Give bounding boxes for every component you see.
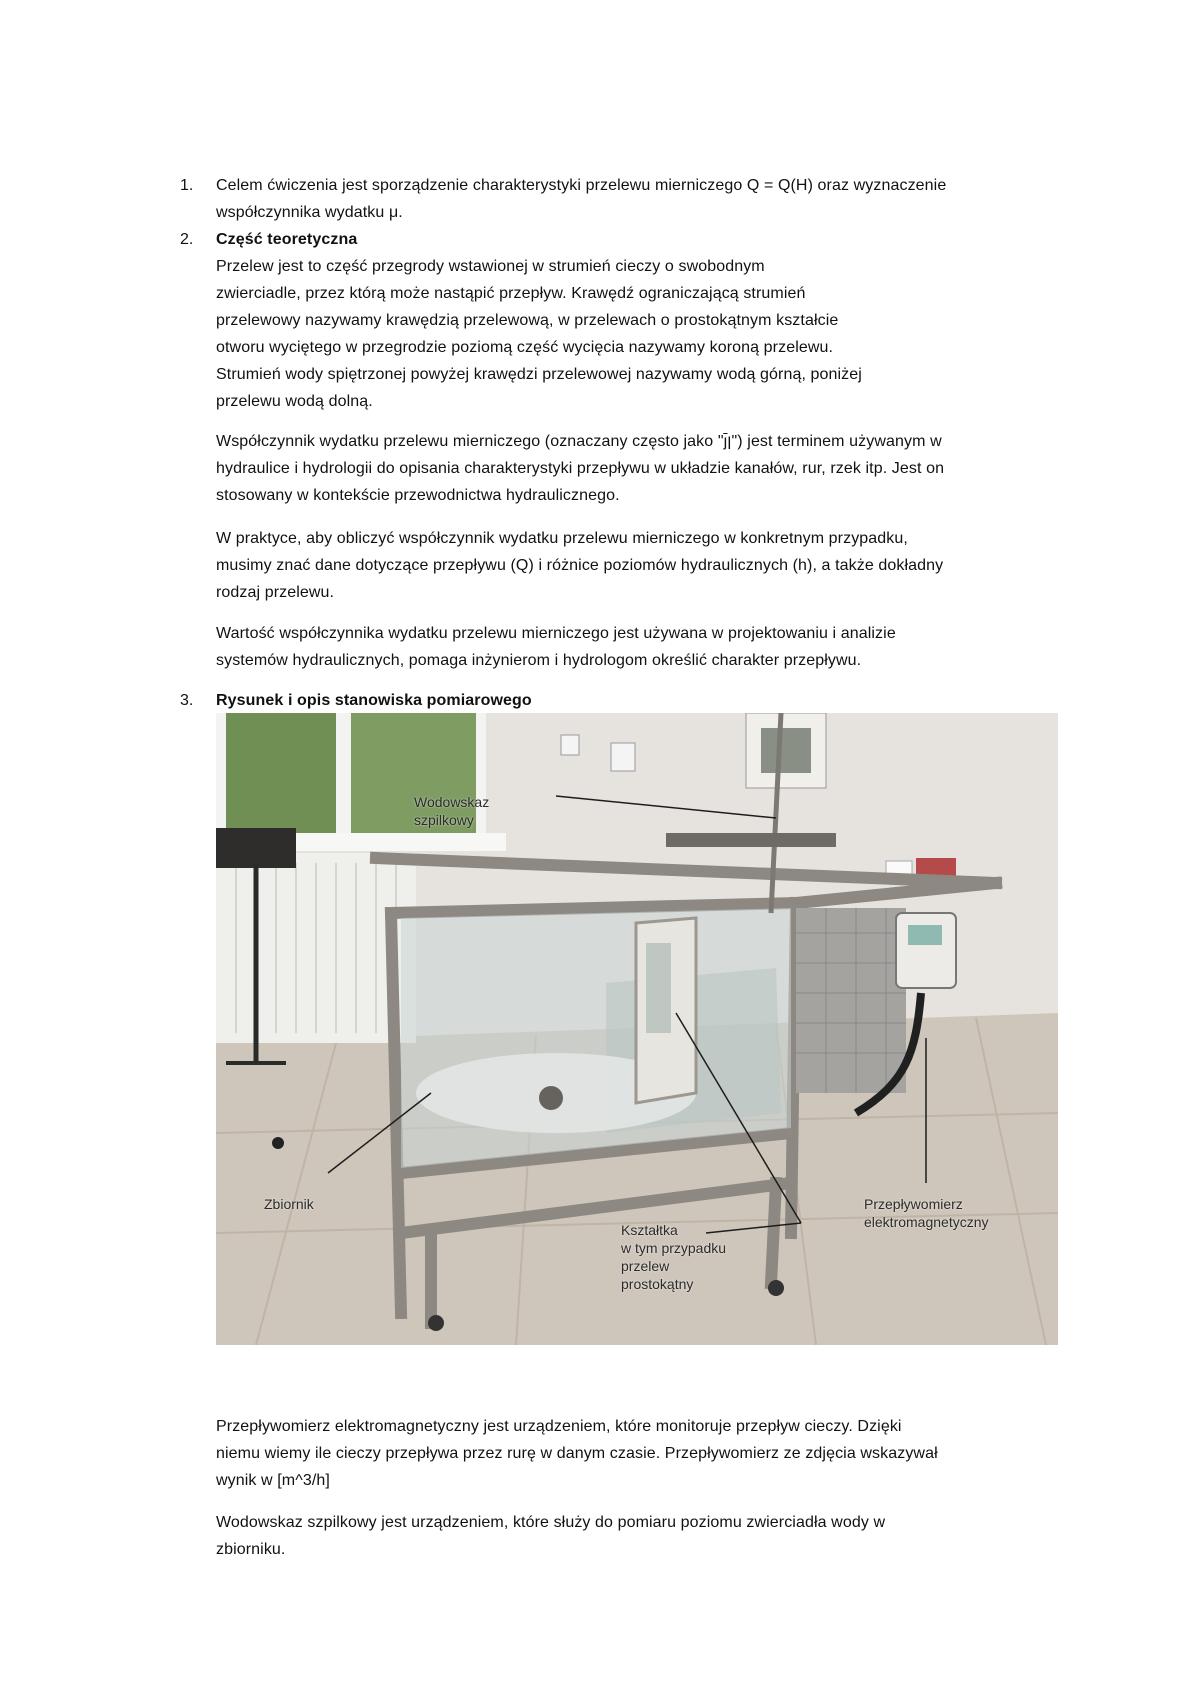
- theory-paragraph-1: [216, 253, 1066, 415]
- theory-paragraph-3: [216, 525, 1066, 606]
- theory-p1-line-5: Strumień wody spiętrzonej powyżej krawędzi przelewowej nazywamy wodą górną, poniżej: [216, 366, 862, 383]
- section-3-heading: Rysunek i opis stanowiska pomiarowego: [216, 692, 532, 709]
- flowmeter-desc-line-1: Przepływomierz elektromagnetyczny jest urządzeniem, które monitoruje przepływ cieczy. Dzięki: [216, 1418, 902, 1435]
- label-gauge-line-1: Wodowskaz: [414, 794, 490, 810]
- theory-p1-line-4: otworu wyciętego w przegrodzie poziomą część wycięcia nazywamy koroną przelewu.: [216, 339, 834, 356]
- theory-p4-line-2: systemów hydraulicznych, pomaga inżynierom i hydrologom określić charakter przepływu.: [216, 652, 862, 669]
- label-fitting-line-1: Kształtka: [621, 1222, 678, 1238]
- theory-p1-line-1: Przelew jest to część przegrody wstawionej w strumień cieczy o swobodnym: [216, 258, 765, 275]
- flowmeter-desc-line-3: wynik w [m^3/h]: [216, 1472, 330, 1489]
- theory-p2-line-2: hydraulice i hydrologii do opisania charakterystyki przepływu w układzie kanałów, rur, rzek itp. Jest on: [216, 460, 945, 477]
- label-fitting-line-3: przelew: [621, 1258, 670, 1274]
- theory-p3-line-3: rodzaj przelewu.: [216, 584, 335, 601]
- point-gauge-description: [216, 1509, 1066, 1563]
- section-2-heading: Część teoretyczna: [216, 231, 358, 248]
- theory-p3-line-2: musimy znać dane dotyczące przepływu (Q) i różnice poziomów hydraulicznych (h), a także dokładny: [216, 557, 944, 574]
- theory-p1-line-2: zwierciadle, przez którą może nastąpić przepływ. Krawędź ograniczającą strumień: [216, 285, 806, 302]
- theory-paragraph-4: [216, 620, 1066, 674]
- photo-label-tank: Zbiornik: [264, 1196, 314, 1212]
- label-fitting-line-2: w tym przypadku: [621, 1240, 727, 1256]
- gauge-desc-line-2: zbiorniku.: [216, 1541, 286, 1558]
- theory-p2-line-1: Współczynnik wydatku przelewu mierniczego (oznaczany często jako "ȷ̄ן") jest terminem używanym w: [216, 433, 942, 450]
- label-flowmeter-line-2: elektromagnetyczny: [864, 1214, 989, 1230]
- photo-label-point-gauge: [414, 793, 489, 829]
- theory-p4-line-1: Wartość współczynnika wydatku przelewu mierniczego jest używana w projektowaniu i analizie: [216, 625, 896, 642]
- aim-line-2: współczynnika wydatku μ.: [216, 204, 403, 221]
- measurement-stand-photo: [216, 713, 1058, 1345]
- photo-label-fitting: [621, 1221, 726, 1293]
- label-fitting-line-4: prostokątny: [621, 1276, 694, 1292]
- theory-p1-line-3: przelewowy nazywamy krawędzią przelewową, w przelewach o prostokątnym kształcie: [216, 312, 839, 329]
- list-number-2: 2.: [180, 231, 194, 248]
- photo-label-flowmeter: [864, 1195, 989, 1231]
- label-flowmeter-line-1: Przepływomierz: [864, 1196, 963, 1212]
- gauge-desc-line-1: Wodowskaz szpilkowy jest urządzeniem, które służy do pomiaru poziomu zwierciadła wody w: [216, 1514, 886, 1531]
- theory-p3-line-1: W praktyce, aby obliczyć współczynnik wydatku przelewu mierniczego w konkretnym przypadku,: [216, 530, 908, 547]
- list-number-1: 1.: [180, 177, 194, 194]
- list-number-3: 3.: [180, 692, 194, 709]
- section-2-theory: [216, 226, 1066, 415]
- section-1-aim: [216, 172, 1066, 226]
- theory-paragraph-2: [216, 428, 1066, 509]
- theory-p2-line-3: stosowany w kontekście przewodnictwa hydraulicznego.: [216, 487, 620, 504]
- theory-p1-line-6: przelewu wodą dolną.: [216, 393, 373, 410]
- flowmeter-description: [216, 1413, 1066, 1494]
- label-gauge-line-2: szpilkowy: [414, 812, 474, 828]
- flowmeter-desc-line-2: niemu wiemy ile cieczy przepływa przez rurę w danym czasie. Przepływomierz ze zdjęcia wskazywał: [216, 1445, 938, 1462]
- aim-line-1: Celem ćwiczenia jest sporządzenie charakterystyki przelewu mierniczego Q = Q(H) oraz wyznaczenie: [216, 177, 947, 194]
